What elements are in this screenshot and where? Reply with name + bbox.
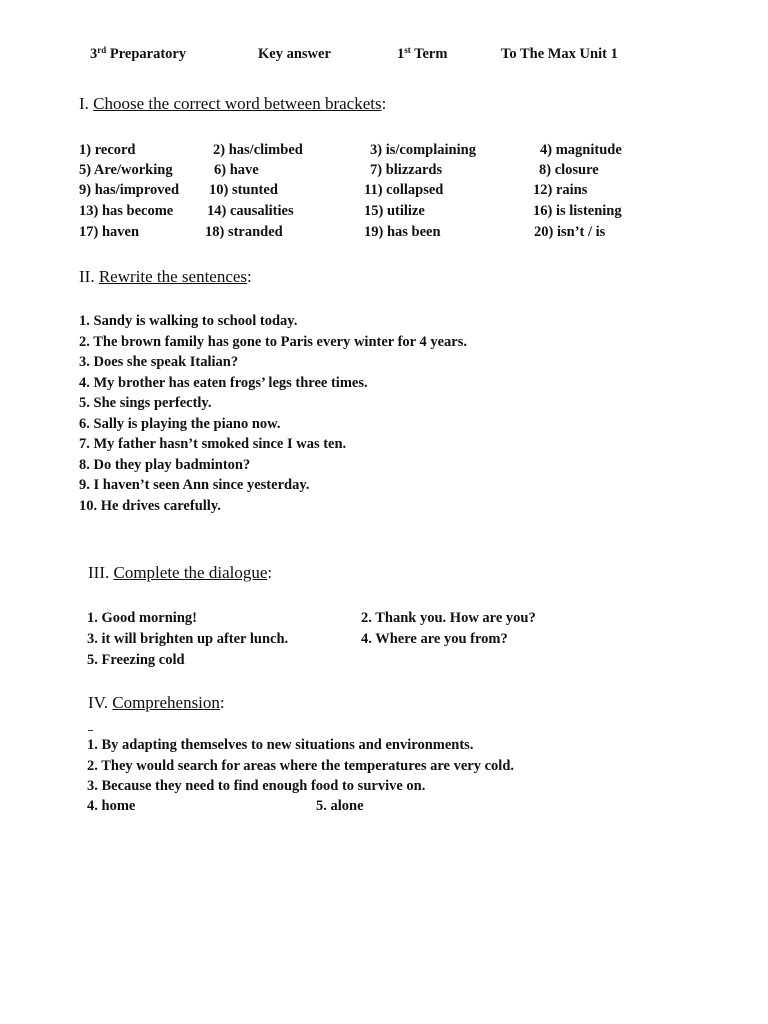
dialogue-item: 5. Freezing cold xyxy=(87,652,185,668)
section4-heading xyxy=(88,693,225,713)
sentence-item: 3. Does she speak Italian? xyxy=(79,354,239,370)
answer-item: 16) is listening xyxy=(533,203,622,219)
section2-colon: : xyxy=(247,267,252,286)
term-text: Term xyxy=(410,46,448,62)
comprehension-answer: 2. They would search for areas where the temperatures are very cold. xyxy=(87,757,515,774)
level-text: Preparatory xyxy=(106,46,187,62)
answer-item: 20) isn’t / is xyxy=(534,224,606,240)
answer-item: 19) has been xyxy=(364,224,441,240)
dialogue-item: 1. Good morning! xyxy=(87,610,197,626)
section4-answer-list xyxy=(87,735,514,797)
section2-sentence-list xyxy=(79,311,467,516)
answer-item: 10) stunted xyxy=(209,182,278,198)
section1-numeral: I. xyxy=(79,94,94,113)
sentence-item: 5. She sings perfectly. xyxy=(79,395,212,411)
section3-colon: : xyxy=(267,563,273,582)
answer-item: 14) causalities xyxy=(207,203,294,219)
stray-underline-mark xyxy=(88,730,93,731)
answer-item: 6) have xyxy=(214,162,259,178)
answer-item: 4) magnitude xyxy=(540,142,622,158)
section2-numeral: II. xyxy=(79,267,99,286)
section4-title: Comprehension xyxy=(112,693,220,712)
comprehension-answer: 5. alone xyxy=(316,798,364,814)
term-number: 1 xyxy=(397,46,405,62)
section3-heading xyxy=(88,563,272,583)
answer-item: 2) has/climbed xyxy=(213,142,303,158)
sentence-item: 9. I haven’t seen Ann since yesterday. xyxy=(79,477,310,493)
section1-heading xyxy=(79,94,386,114)
section3-numeral: III. xyxy=(88,563,114,582)
answer-item: 8) closure xyxy=(539,162,599,178)
sentence-item: 7. My father hasn’t smoked since I was ten. xyxy=(79,436,347,452)
answer-item: 5) Are/working xyxy=(79,162,173,178)
comprehension-answer: 4. home xyxy=(87,798,136,814)
answer-item: 7) blizzards xyxy=(370,162,443,178)
level-superscript: rd xyxy=(97,45,107,55)
comprehension-answer: 3. Because they need to find enough food to survive on. xyxy=(87,778,426,794)
term-label xyxy=(397,46,447,63)
unit-label: To The Max Unit 1 xyxy=(501,46,618,62)
sentence-item: 8. Do they play badminton? xyxy=(79,456,251,473)
answer-item: 18) stranded xyxy=(205,224,283,240)
answer-item: 3) is/complaining xyxy=(370,142,476,158)
dialogue-item: 3. it will brighten up after lunch. xyxy=(87,631,289,647)
answer-item: 11) collapsed xyxy=(364,182,444,198)
sentence-item: 1. Sandy is walking to school today. xyxy=(79,313,298,329)
key-answer-label: Key answer xyxy=(258,46,331,62)
level-number: 3 xyxy=(90,46,98,62)
answer-item: 9) has/improved xyxy=(79,182,180,198)
section1-colon: : xyxy=(381,94,387,113)
comprehension-answer: 1. By adapting themselves to new situations and environments. xyxy=(87,737,474,753)
section4-numeral: IV. xyxy=(88,693,113,712)
sentence-item: 6. Sally is playing the piano now. xyxy=(79,415,281,432)
section1-title: Choose the correct word between brackets xyxy=(93,94,382,113)
answer-item: 15) utilize xyxy=(364,203,425,219)
section4-colon: : xyxy=(219,693,225,712)
answer-item: 13) has become xyxy=(79,203,174,219)
term-superscript: st xyxy=(404,45,411,55)
sentence-item: 4. My brother has eaten frogs’ legs three times. xyxy=(79,374,368,391)
section2-title: Rewrite the sentences xyxy=(98,267,248,286)
answer-item: 12) rains xyxy=(533,182,588,198)
section3-title: Complete the dialogue xyxy=(113,563,268,582)
section2-heading xyxy=(79,267,252,287)
level-label xyxy=(90,46,186,63)
sentence-item: 10. He drives carefully. xyxy=(79,497,221,514)
dialogue-item: 2. Thank you. How are you? xyxy=(361,610,536,626)
answer-item: 17) haven xyxy=(79,224,140,240)
dialogue-item: 4. Where are you from? xyxy=(361,631,508,647)
sentence-item: 2. The brown family has gone to Paris every winter for 4 years. xyxy=(79,333,467,350)
answer-item: 1) record xyxy=(79,142,136,158)
